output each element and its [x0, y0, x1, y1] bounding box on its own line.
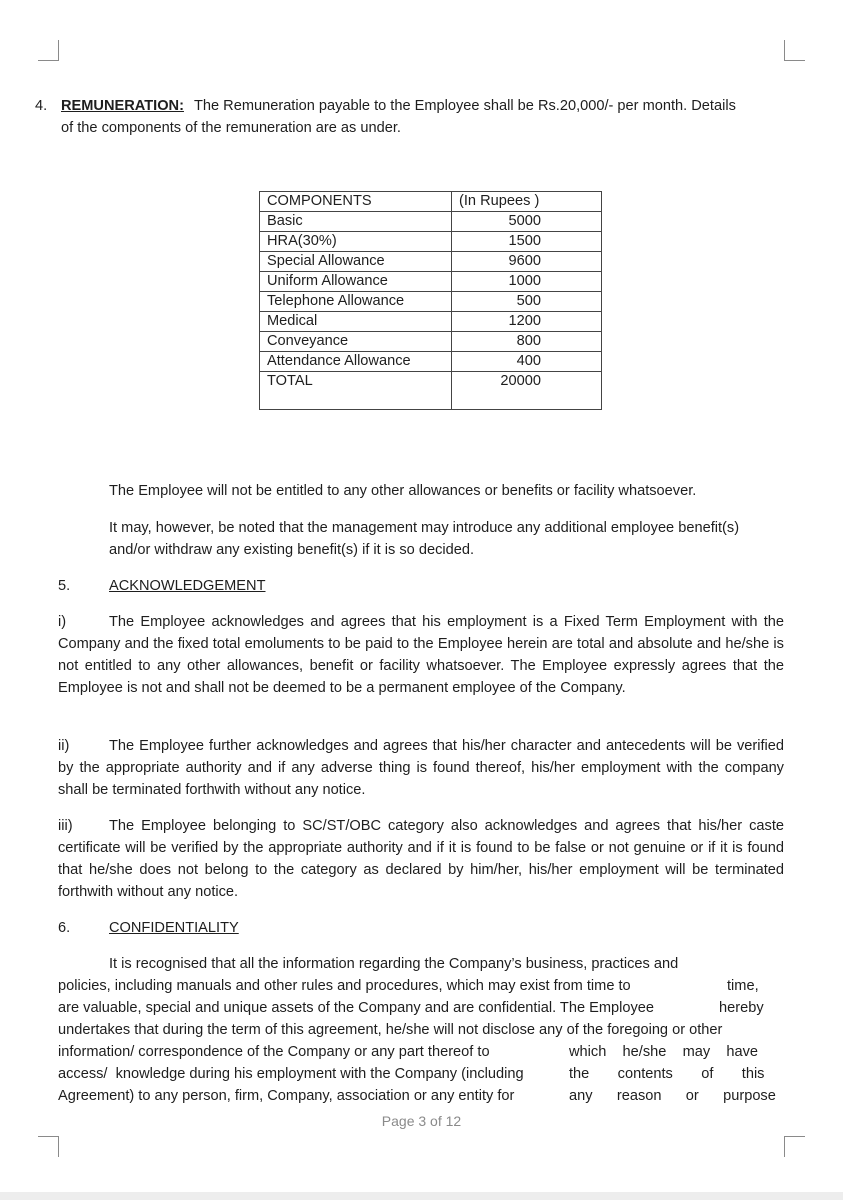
component-name: Telephone Allowance: [260, 292, 452, 312]
component-name: Uniform Allowance: [260, 272, 452, 292]
component-name: Conveyance: [260, 332, 452, 352]
total-amount: 20000: [452, 372, 602, 410]
confidentiality-line: are valuable, special and unique assets of the Company and are confidential. The Employee: [58, 1000, 655, 1016]
item-line: The Employee acknowledges and agrees that his employment is a Fixed Term Employment with: [109, 614, 758, 630]
component-name: Attendance Allowance: [260, 352, 452, 372]
confidentiality-line: information/ correspondence of the Company or any part thereof to: [58, 1044, 490, 1060]
component-amount: 1000: [452, 272, 602, 292]
item-line: the Company and the fixed total emoluments to be paid to the Employee herein are total and absolute: [58, 614, 784, 652]
item-line: The Employee further acknowledges and agrees that his/her character and antecedents will be: [109, 738, 732, 754]
component-name: HRA(30%): [260, 232, 452, 252]
section-4-number: 4.: [35, 98, 48, 114]
total-label: TOTAL: [260, 372, 452, 410]
table-header-row: [260, 192, 602, 212]
crop-mark-top-right: [784, 40, 805, 61]
management-note-line-1: It may, however, be noted that the management may introduce any additional employee benefit(s): [109, 520, 740, 536]
component-amount: 400: [452, 352, 602, 372]
section-5-heading: ACKNOWLEDGEMENT: [109, 578, 266, 594]
remuneration-table: [259, 191, 602, 410]
component-amount: 1500: [452, 232, 602, 252]
table-row: [260, 292, 602, 312]
crop-mark-bottom-right: [784, 1136, 805, 1157]
table-row: [260, 272, 602, 292]
table-row: [260, 332, 602, 352]
confidentiality-line: the contents of this: [569, 1066, 765, 1082]
confidentiality-line: hereby: [719, 1000, 764, 1016]
component-amount: 1200: [452, 312, 602, 332]
confidentiality-line: access/ knowledge during his employment with the Company (including: [58, 1066, 524, 1082]
section-6-heading: CONFIDENTIALITY: [109, 920, 239, 936]
no-other-allowances-text: The Employee will not be entitled to any other allowances or benefits or facility whatsoever.: [109, 483, 697, 499]
section-4-text-2: of the components of the remuneration are as under.: [61, 120, 401, 136]
confidentiality-line: time,: [727, 978, 759, 994]
management-note-line-2: and/or withdraw any existing benefit(s) if it is so decided.: [109, 542, 475, 558]
crop-mark-bottom-left: [38, 1136, 59, 1157]
viewer-bottom-strip: [0, 1192, 843, 1200]
item-line: The Employee belonging to SC/ST/OBC category also acknowledges and agrees that his/her: [109, 818, 743, 834]
item-line: Company.: [560, 680, 626, 696]
component-amount: 800: [452, 332, 602, 352]
section-4-line-1: [61, 95, 791, 117]
confidentiality-line: any reason or purpose: [569, 1088, 776, 1104]
confidentiality-line: policies, including manuals and other rules and procedures, which may exist from time to: [58, 978, 631, 994]
table-row: [260, 252, 602, 272]
page-number: Page 3 of 12: [381, 1113, 462, 1129]
acknowledgement-item-i: [58, 611, 784, 699]
component-name: Special Allowance: [260, 252, 452, 272]
component-amount: 5000: [452, 212, 602, 232]
table-total-row: [260, 372, 602, 410]
table-row: [260, 312, 602, 332]
table-row: [260, 212, 602, 232]
confidentiality-line: Agreement) to any person, firm, Company, association or any entity for: [58, 1088, 515, 1104]
acknowledgement-item-ii: [58, 735, 784, 801]
table-row: [260, 232, 602, 252]
item-label: ii): [58, 738, 70, 754]
section-5-number: 5.: [58, 578, 71, 594]
component-amount: 500: [452, 292, 602, 312]
item-label: iii): [58, 818, 73, 834]
item-line: expressly agrees that the Employee is not and shall not be deemed to be a permanent employee of the: [58, 658, 784, 696]
confidentiality-line: It is recognised that all the information regarding the Company’s business, practices and: [109, 956, 679, 972]
header-in-rupees: (In Rupees ): [452, 192, 602, 212]
section-4-heading: REMUNERATION:: [61, 98, 184, 114]
item-line: and he/she is not entitled to any other allowances, benefit or facility whatsoever. The Employee: [58, 636, 784, 674]
component-amount: 9600: [452, 252, 602, 272]
component-name: Medical: [260, 312, 452, 332]
confidentiality-line: undertakes that during the term of this agreement, he/she will not disclose any of the foregoing or other: [58, 1022, 723, 1038]
table-row: [260, 352, 602, 372]
item-line: verified by the appropriate authority and if any adverse thing is found thereof, his/her employment with: [58, 738, 784, 776]
item-line: caste certificate will be verified by the appropriate authority and if it is found to be false or not genuine or: [58, 818, 784, 856]
item-line: will be terminated forthwith without any notice.: [58, 862, 784, 900]
item-line: the company shall be terminated forthwith without any notice.: [58, 760, 784, 798]
component-name: Basic: [260, 212, 452, 232]
item-label: i): [58, 614, 67, 630]
header-components: COMPONENTS: [260, 192, 452, 212]
crop-mark-top-left: [38, 40, 59, 61]
section-4-text-1: The Remuneration payable to the Employee shall be Rs.20,000/- per month. Details: [193, 98, 736, 114]
section-6-number: 6.: [58, 920, 71, 936]
confidentiality-line: which he/she may have: [569, 1044, 758, 1060]
acknowledgement-item-iii: [58, 815, 784, 903]
item-line: if it is found that he/she does not belong to the category as declared by him/her, his/her employment: [58, 840, 784, 878]
